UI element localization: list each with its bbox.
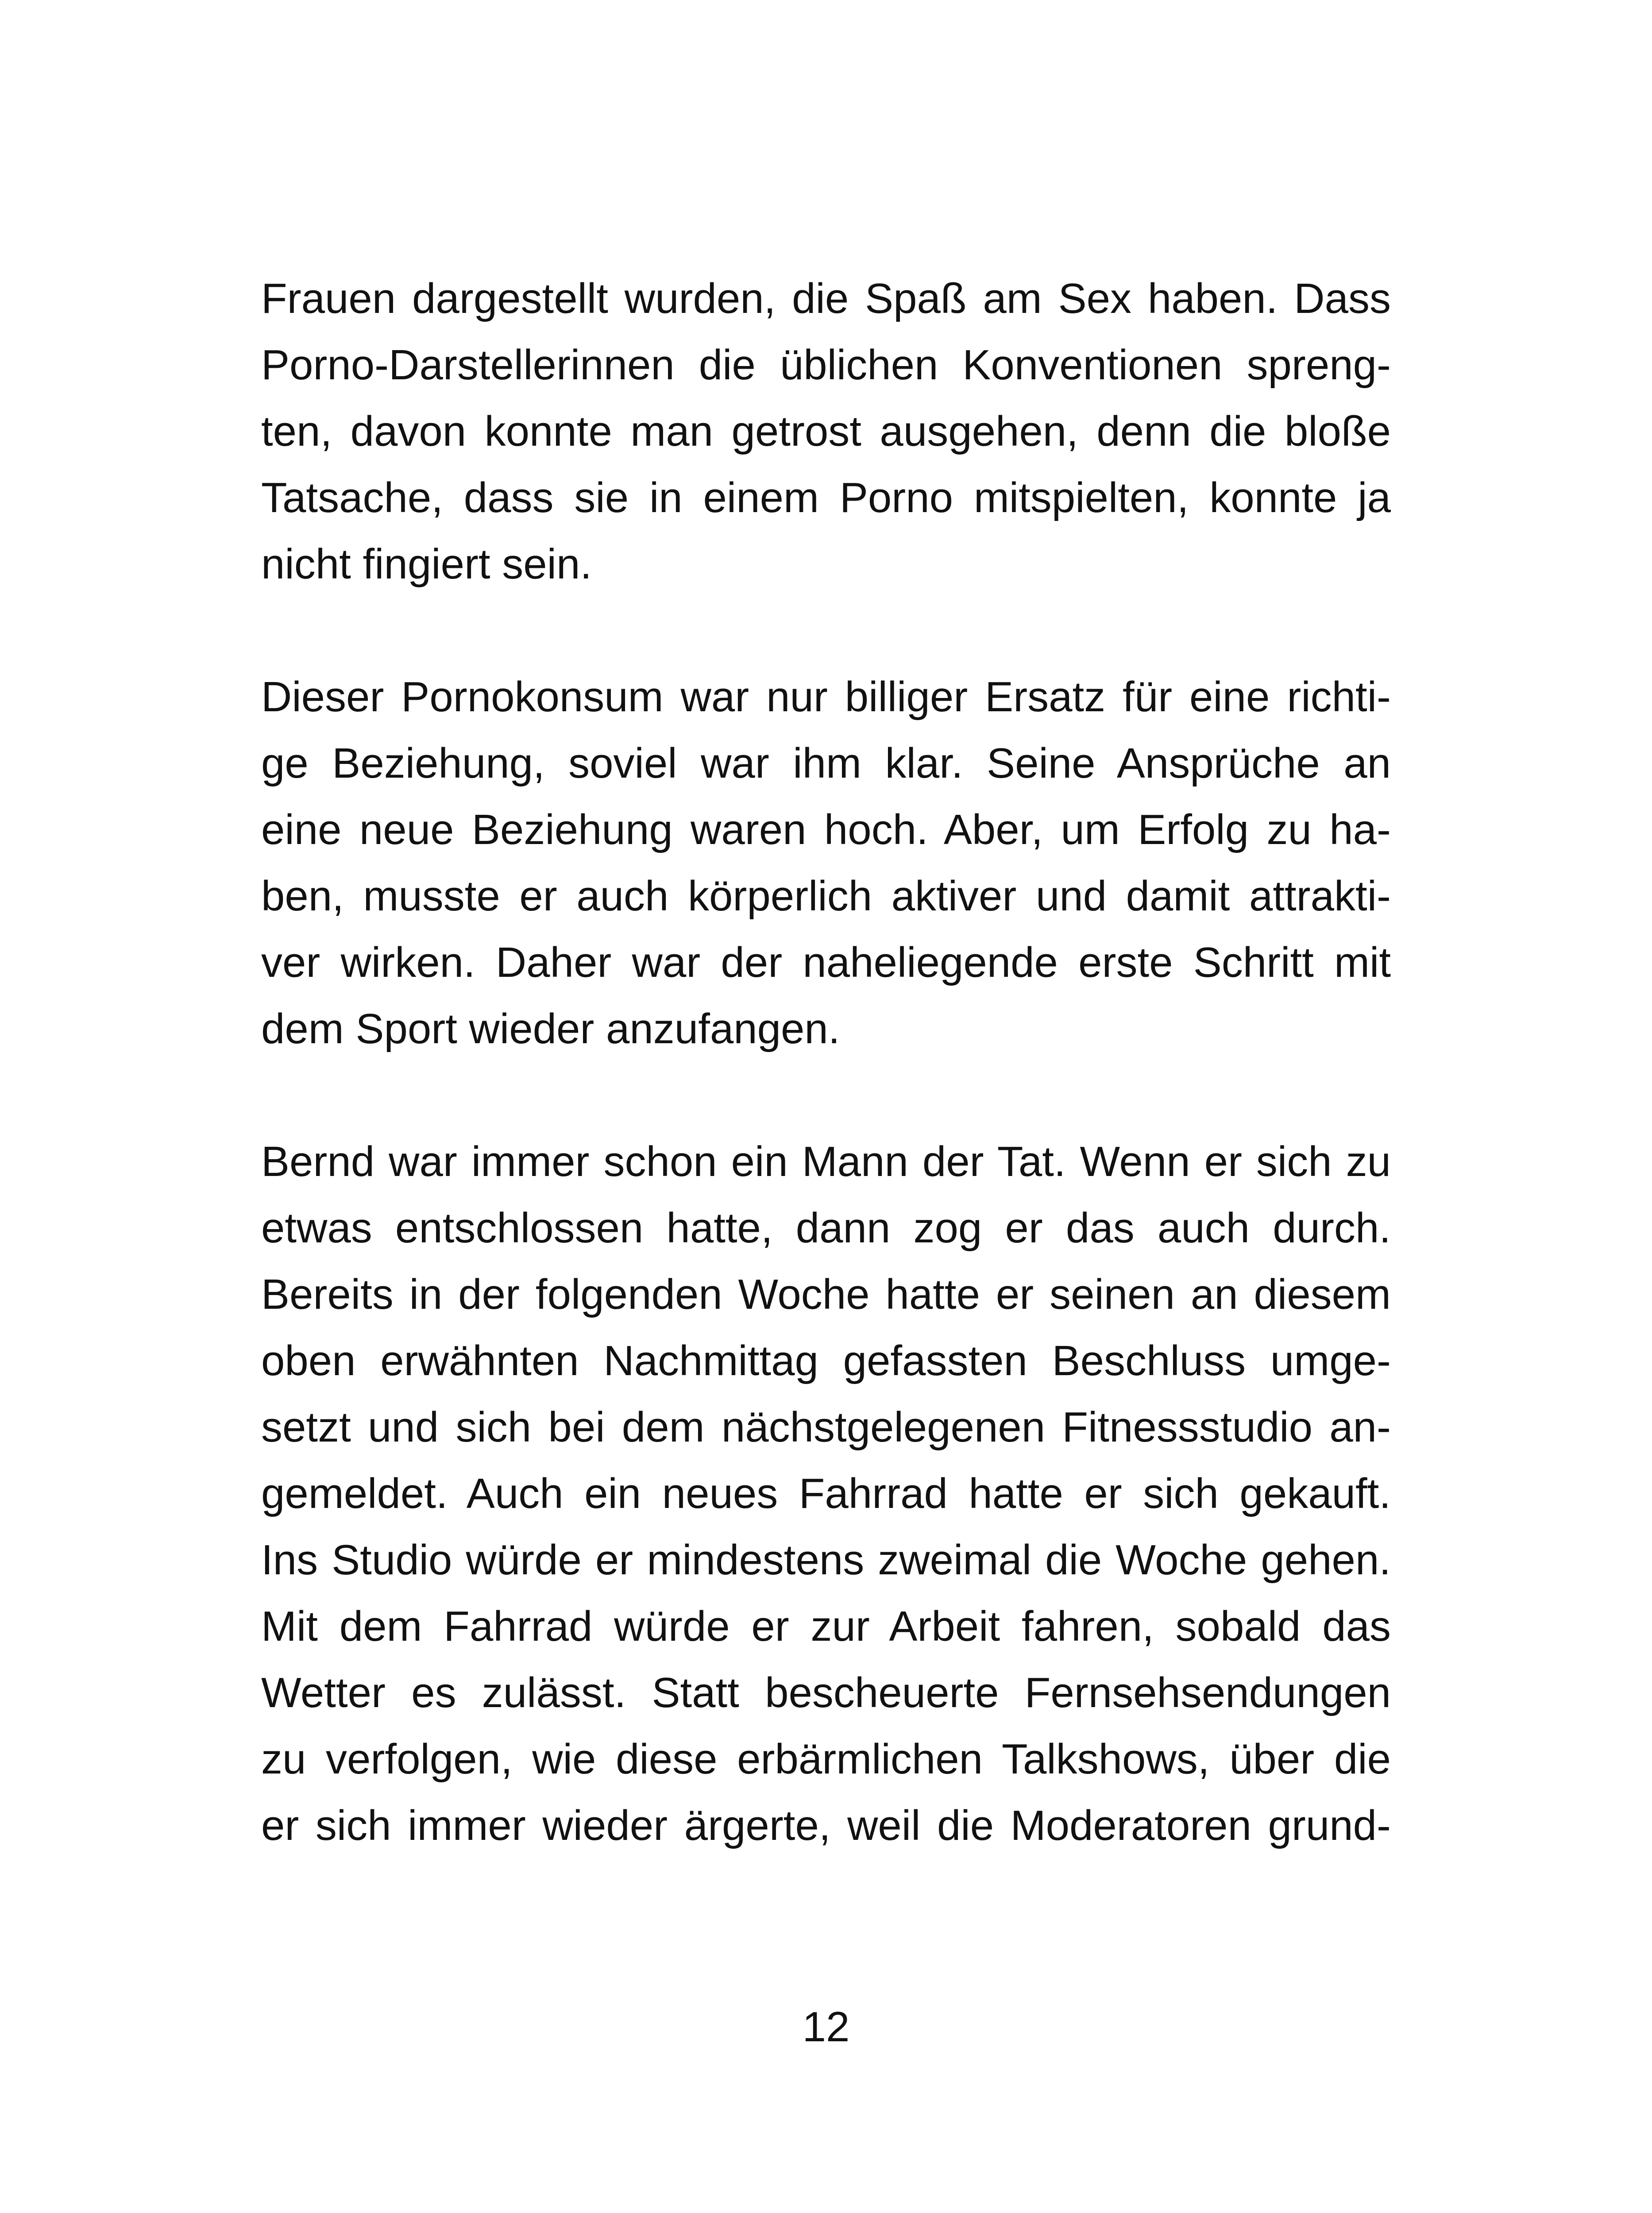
text-line: gemeldet. Auch ein neues Fahrrad hatte er sich gekauft.: [261, 1470, 1391, 1517]
text-line: Frauen dargestellt wurden, die Spaß am Sex haben. Dass: [261, 275, 1391, 322]
text-line: ver wirken. Daher war der naheliegende erste Schritt mit: [261, 939, 1391, 986]
text-line: zu verfolgen, wie diese erbärmlichen Talkshows, über die: [261, 1735, 1391, 1783]
text-line: Bereits in der folgenden Woche hatte er seinen an diesem: [261, 1271, 1391, 1318]
text-line: ten, davon konnte man getrost ausgehen, denn die bloße: [261, 408, 1391, 455]
paragraph-3: [261, 1129, 1391, 1859]
text-line: oben erwähnten Nachmittag gefassten Beschluss umge-: [261, 1337, 1391, 1384]
text-line: Mit dem Fahrrad würde er zur Arbeit fahren, sobald das: [261, 1603, 1391, 1650]
text-line: Porno-Darstellerinnen die üblichen Konventionen spreng-: [261, 341, 1391, 389]
text-line: setzt und sich bei dem nächstgelegenen Fitnessstudio an-: [261, 1403, 1391, 1451]
paragraph-1: [261, 266, 1391, 598]
text-line: Ins Studio würde er mindestens zweimal die Woche gehen.: [261, 1536, 1391, 1584]
page-number: 12: [802, 2003, 850, 2051]
text-line: er sich immer wieder ärgerte, weil die Moderatoren grund-: [261, 1802, 1391, 1849]
paragraph-2: [261, 664, 1391, 1062]
text-line: eine neue Beziehung waren hoch. Aber, um Erfolg zu ha-: [261, 806, 1391, 853]
text-line: Bernd war immer schon ein Mann der Tat. Wenn er sich zu: [261, 1138, 1391, 1185]
text-line: nicht fingiert sein.: [261, 540, 592, 588]
text-line: Dieser Pornokonsum war nur billiger Ersatz für eine richti-: [261, 673, 1391, 721]
body-text: [261, 266, 1391, 1859]
text-line: ben, musste er auch körperlich aktiver und damit attrakti-: [261, 872, 1391, 920]
text-line: Tatsache, dass sie in einem Porno mitspielten, konnte ja: [261, 474, 1391, 521]
text-line: Wetter es zulässt. Statt bescheuerte Fernsehsendungen: [261, 1669, 1391, 1716]
text-line: etwas entschlossen hatte, dann zog er das auch durch.: [261, 1204, 1391, 1252]
text-line: ge Beziehung, soviel war ihm klar. Seine Ansprüche an: [261, 740, 1391, 787]
text-line: dem Sport wieder anzufangen.: [261, 1005, 840, 1053]
